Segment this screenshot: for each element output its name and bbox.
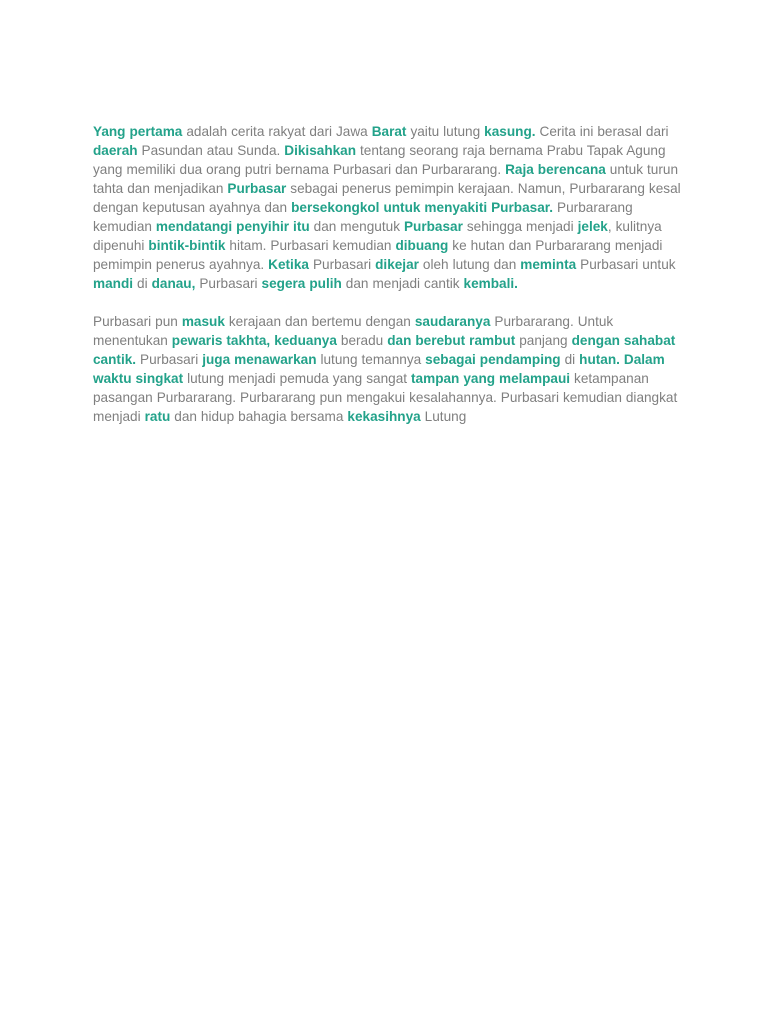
highlighted-phrase: Raja berencana [505, 162, 606, 177]
text-run: tentang seorang raja bernama Prabu Tapak Agung yang memiliki dua orang putri bernama Purbasari dan Purbararang. [93, 143, 666, 177]
highlighted-phrase: Purbasar [227, 181, 287, 196]
highlighted-phrase: dibuang [395, 238, 449, 253]
highlighted-phrase: tampan yang melampaui [411, 371, 571, 386]
highlighted-phrase: kasung. [484, 124, 536, 139]
text-run: Purbararang. Untuk menentukan [93, 314, 614, 348]
highlighted-phrase: kekasihnya [347, 409, 421, 424]
highlighted-phrase: danau, [151, 276, 196, 291]
text-run: , kulitnya dipenuhi [93, 219, 662, 253]
text-run: Purbararang kemudian [93, 200, 633, 234]
text-run: Pasundan atau Sunda. [137, 143, 285, 158]
text-run: lutung menjadi pemuda yang sangat [183, 371, 412, 386]
highlighted-phrase: meminta [520, 257, 577, 272]
text-run: Lutung [420, 409, 467, 424]
text-run: di [133, 276, 152, 291]
text-run: di [560, 352, 580, 367]
text-run: dan mengutuk [309, 219, 404, 234]
text-run: dan menjadi cantik [341, 276, 464, 291]
highlighted-phrase: Ketika [268, 257, 309, 272]
highlighted-phrase: mandi [93, 276, 134, 291]
paragraph-2 [93, 312, 683, 426]
highlighted-phrase: juga menawarkan [202, 352, 317, 367]
highlighted-phrase: dan berebut rambut [387, 333, 516, 348]
text-run: yaitu lutung [406, 124, 485, 139]
highlighted-phrase: bintik-bintik [148, 238, 226, 253]
highlighted-phrase: jelek [577, 219, 608, 234]
text-run: ketampanan pasangan Purbararang. Purbararang pun mengakui kesalahannya. Purbasari kemudian diangkat menjadi [93, 371, 678, 424]
highlighted-phrase: dengan sahabat cantik. [93, 333, 676, 367]
text-run: panjang [515, 333, 572, 348]
text-run: Purbasari [136, 352, 203, 367]
highlighted-phrase: masuk [181, 314, 225, 329]
document-body [93, 122, 683, 445]
text-run: Cerita ini berasal dari [535, 124, 669, 139]
text-run: lutung temannya [316, 352, 426, 367]
text-run: adalah cerita rakyat dari Jawa [182, 124, 372, 139]
highlighted-phrase: segera pulih [261, 276, 342, 291]
highlighted-phrase: hutan. Dalam waktu singkat [93, 352, 665, 386]
text-run: Purbasari [308, 257, 376, 272]
text-run: Purbasari pun [93, 314, 182, 329]
highlighted-phrase: Purbasar [403, 219, 463, 234]
text-run: untuk turun tahta dan menjadikan [93, 162, 679, 196]
text-run: ke hutan dan Purbararang menjadi pemimpin penerus ayahnya. [93, 238, 663, 272]
highlighted-phrase: Barat [371, 124, 407, 139]
text-run: dan hidup bahagia bersama [170, 409, 348, 424]
highlighted-phrase: sebagai pendamping [425, 352, 561, 367]
text-run: Purbasari [195, 276, 262, 291]
text-run: hitam. Purbasari kemudian [225, 238, 396, 253]
highlighted-phrase: dikejar [375, 257, 419, 272]
text-run: sehingga menjadi [462, 219, 578, 234]
highlighted-phrase: Yang pertama [93, 124, 183, 139]
text-run: sebagai penerus pemimpin kerajaan. Namun, Purbararang kesal dengan keputusan ayahnya dan [93, 181, 681, 215]
highlighted-phrase: kembali. [463, 276, 518, 291]
text-run: Purbasari untuk [576, 257, 676, 272]
highlighted-phrase: daerah [93, 143, 138, 158]
text-run: oleh lutung dan [418, 257, 521, 272]
highlighted-phrase: pewaris takhta, keduanya [171, 333, 337, 348]
paragraph-1 [93, 122, 683, 293]
highlighted-phrase: bersekongkol untuk menyakiti Purbasar. [291, 200, 554, 215]
highlighted-phrase: ratu [144, 409, 171, 424]
text-run: kerajaan dan bertemu dengan [224, 314, 415, 329]
highlighted-phrase: saudaranya [414, 314, 491, 329]
highlighted-phrase: Dikisahkan [284, 143, 357, 158]
highlighted-phrase: mendatangi penyihir itu [155, 219, 310, 234]
text-run: beradu [336, 333, 388, 348]
